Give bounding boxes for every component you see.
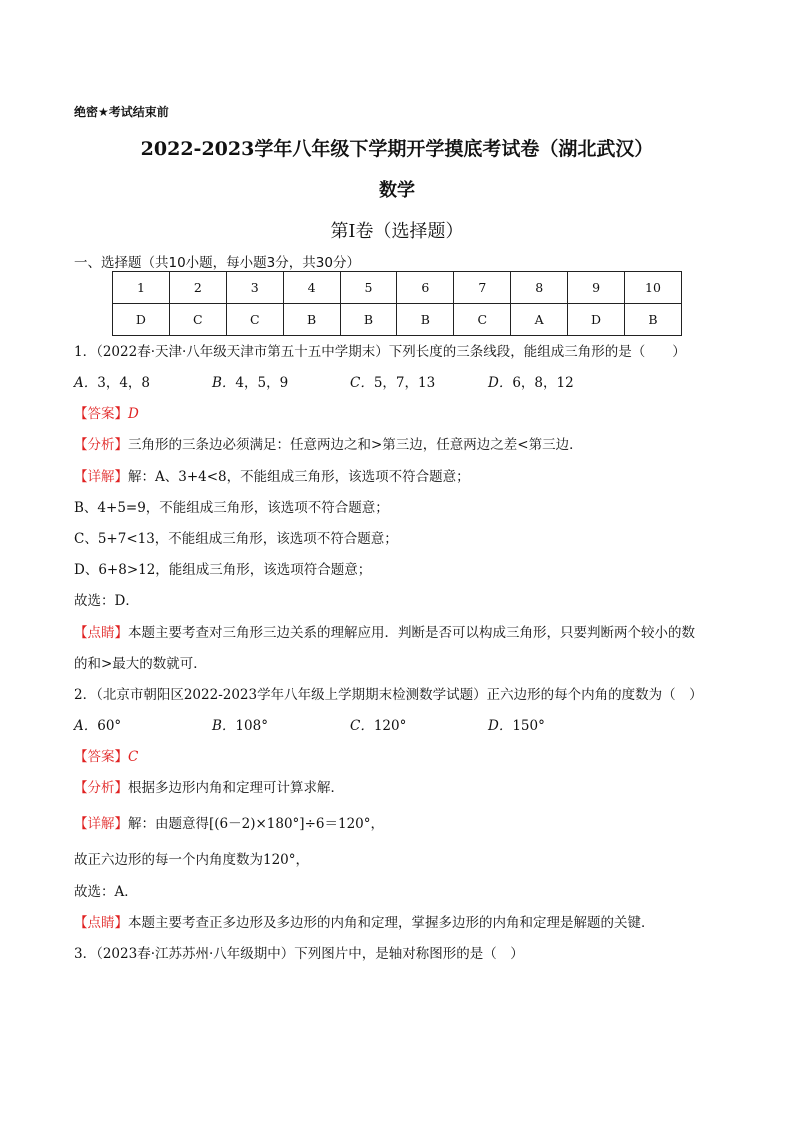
table-cell: 9 <box>568 272 625 304</box>
table-cell: 6 <box>397 272 454 304</box>
table-cell: 3 <box>226 272 283 304</box>
q1-detail-line: D、6+8>12，能组成三角形，该选项符合题意； <box>74 562 372 578</box>
q1-answer: 【答案】D <box>74 406 139 422</box>
q1-option-c: C．5，7，13 <box>350 375 436 391</box>
table-cell: C <box>169 304 226 336</box>
q2-option-b: B．108° <box>212 718 268 734</box>
answer-table-number-row <box>113 272 682 304</box>
q2-option-a: A．60° <box>74 718 122 734</box>
table-cell: B <box>625 304 682 336</box>
table-cell: A <box>511 304 568 336</box>
table-cell: 10 <box>625 272 682 304</box>
q1-options <box>74 374 626 392</box>
q2-option-c: C．120° <box>350 718 407 734</box>
q2-comment: 【点睛】本题主要考查正多边形及多边形的内角和定理，掌握多边形的内角和定理是解题的关键． <box>74 915 655 931</box>
q1-stem: 1．（2022春·天津·八年级天津市第五十五中学期末）下列长度的三条线段，能组成三角形的是（ ） <box>74 344 686 360</box>
table-cell: 7 <box>454 272 511 304</box>
table-cell: C <box>454 304 511 336</box>
q2-choice: 故选：A． <box>74 884 138 900</box>
answer-table <box>112 271 682 336</box>
q1-comment-line: 的和>最大的数就可． <box>74 656 207 672</box>
q2-stem: 2．（北京市朝阳区2022-2023学年八年级上学期期末检测数学试题）正六边形的每个内角的度数为（ ） <box>74 687 703 703</box>
q2-option-d: D．150° <box>488 718 545 734</box>
answer-table-answer-row <box>113 304 682 336</box>
section-heading: 一、选择题（共10小题，每小题3分，共30分） <box>74 255 360 271</box>
table-cell: B <box>283 304 340 336</box>
table-cell: B <box>340 304 397 336</box>
table-cell: D <box>113 304 170 336</box>
q1-comment: 【点睛】本题主要考查对三角形三边关系的理解应用．判断是否可以构成三角形，只要判断两个较小的数 <box>74 625 695 641</box>
table-cell: D <box>568 304 625 336</box>
volume-title: 第Ⅰ卷（选择题） <box>330 221 464 242</box>
table-cell: 8 <box>511 272 568 304</box>
q1-analysis: 【分析】三角形的三条边必须满足：任意两边之和>第三边，任意两边之差<第三边． <box>74 437 583 453</box>
q1-detail: 【详解】解：A、3+4<8，不能组成三角形，该选项不符合题意； <box>74 469 470 485</box>
q1-option-d: D．6，8，12 <box>488 375 574 391</box>
q1-detail-line: C、5+7<13，不能组成三角形，该选项不符合题意； <box>74 531 398 547</box>
q2-answer: 【答案】C <box>74 749 139 765</box>
q3-stem: 3．（2023春·江苏苏州·八年级期中）下列图片中，是轴对称图形的是（ ） <box>74 946 524 962</box>
q1-detail-line: B、4+5=9，不能组成三角形，该选项不符合题意； <box>74 500 389 516</box>
table-cell: C <box>226 304 283 336</box>
exam-title: 2022-2023学年八年级下学期开学摸底考试卷（湖北武汉） <box>140 138 654 160</box>
q2-detail: 【详解】解：由题意得[(6－2)×180°]÷6＝120°， <box>74 816 384 832</box>
table-cell: 5 <box>340 272 397 304</box>
q1-option-b: B．4，5，9 <box>212 375 289 391</box>
q2-options <box>74 717 626 735</box>
subject-title: 数学 <box>379 180 415 201</box>
table-cell: 2 <box>169 272 226 304</box>
q2-detail-line: 故正六边形的每一个内角度数为120°， <box>74 852 310 868</box>
q2-analysis: 【分析】根据多边形内角和定理可计算求解． <box>74 780 344 796</box>
confidential-label: 绝密★考试结束前 <box>74 105 169 119</box>
table-cell: 4 <box>283 272 340 304</box>
table-cell: 1 <box>113 272 170 304</box>
q1-choice: 故选：D． <box>74 593 139 609</box>
table-cell: B <box>397 304 454 336</box>
q1-option-a: A．3，4，8 <box>74 375 151 391</box>
